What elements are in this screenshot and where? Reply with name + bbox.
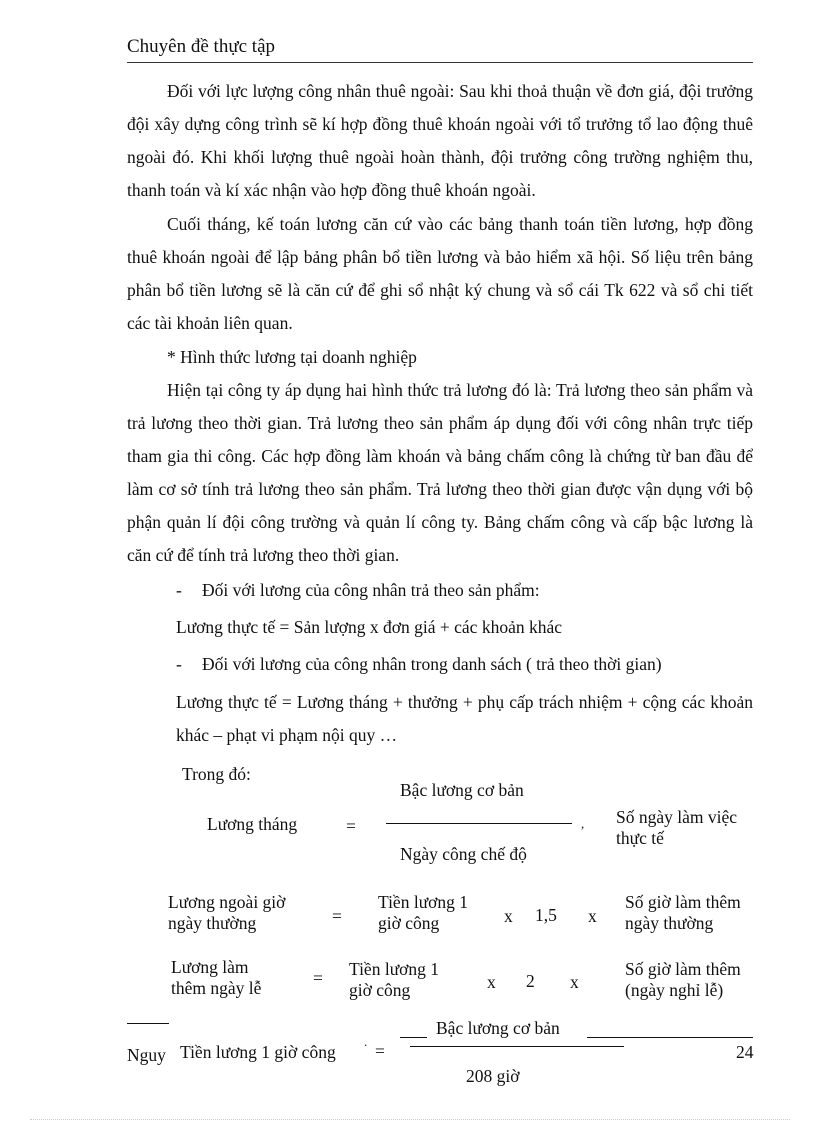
dot-mark: . xyxy=(364,1034,368,1049)
page-edge-divider xyxy=(30,1119,790,1120)
bullet-item-product xyxy=(176,578,540,602)
bullet-item-time-text: Đối với lương của công nhân trong danh sách ( trả theo thời gian) xyxy=(202,654,662,674)
fraction-denominator: 208 giờ xyxy=(466,1066,520,1086)
comma: , xyxy=(581,816,585,831)
ngay-le-lhs: Lương làm thêm ngày lễ xyxy=(171,957,262,998)
page-number: 24 xyxy=(736,1042,754,1062)
fraction-denominator: Ngày công chế độ xyxy=(400,844,527,864)
ngay-le-hours: Số giờ làm thêm (ngày nghỉ lễ) xyxy=(625,959,741,1000)
luong-thang-note: Số ngày làm việc thực tế xyxy=(616,807,738,848)
ngoai-gio-lhs: Lương ngoài giờ ngày thường xyxy=(168,892,286,933)
formula-product-salary: Lương thực tế = Sản lượng x đơn giá + các khoản khác xyxy=(176,617,562,637)
bullet-dash: - xyxy=(176,580,182,600)
footer-rule-left xyxy=(127,1023,169,1024)
formula-intro: Trong đó: xyxy=(182,764,251,784)
equals-sign: = xyxy=(313,968,323,988)
equals-sign: = xyxy=(346,816,356,836)
gio-cong-lhs: Tiền lương 1 giờ công xyxy=(180,1042,336,1062)
paragraph-contract-labor: Đối với lực lượng công nhân thuê ngoài: Sau khi thoả thuận về đơn giá, đội trưởng đội xây dựng công trình sẽ kí hợp đồng thuê khoán ngoài với tổ trưởng tổ lao động thuê ngoài đó. Khi khối lượng thuê ngoài hoàn thành, đội trưởng công trường nghiệm thu, thanh toán và kí xác nhận vào hợp đồng thuê khoán ngoài. xyxy=(127,81,753,200)
fraction-numerator: Bậc lương cơ bản xyxy=(436,1018,560,1038)
equals-sign: = xyxy=(332,906,342,926)
fraction-bar xyxy=(386,823,572,824)
times-sign: x xyxy=(504,906,513,926)
factor-1-5: 1,5 xyxy=(535,905,557,925)
ngoai-gio-hours: Số giờ làm thêm ngày thường xyxy=(625,892,741,933)
times-sign: x xyxy=(570,972,579,992)
paragraph-month-end: Cuối tháng, kế toán lương căn cứ vào các bảng thanh toán tiền lương, hợp đồng thuê khoán ngoài để lập bảng phân bổ tiền lương và bảo hiểm xã hội. Số liệu trên bảng phân bổ tiền lương sẽ là căn cứ để ghi sổ nhật ký chung và sổ cái Tk 622 và sổ chi tiết các tài khoản liên quan. xyxy=(127,214,753,333)
fraction-numerator: Bậc lương cơ bản xyxy=(400,780,524,800)
paragraph-salary-forms: Hiện tại công ty áp dụng hai hình thức trả lương đó là: Trả lương theo sản phẩm và trả lương theo thời gian. Trả lương theo sản phẩm áp dụng đối với công nhân trực tiếp tham gia thi công. Các hợp đồng làm khoán và bảng chấm công là chứng từ ban đầu để làm cơ sở tính trả lương theo sản phẩm. Trả lương theo thời gian được vận dụng với bộ phận quản lí đội công trường và quản lí công ty. Bảng chấm công và cấp bậc lương là căn cứ để tính trả lương theo thời gian. xyxy=(127,380,753,565)
bullet-item-product-text: Đối với lương của công nhân trả theo sản phẩm: xyxy=(202,580,540,600)
times-sign: x xyxy=(487,972,496,992)
bullet-item-time xyxy=(176,652,662,676)
ngay-le-rate: Tiền lương 1 giờ công xyxy=(349,959,440,1000)
fraction-bar xyxy=(410,1046,624,1047)
bullet-dash: - xyxy=(176,654,182,674)
page-header: Chuyên đề thực tập xyxy=(127,34,753,63)
times-sign: x xyxy=(588,906,597,926)
equals-sign: = xyxy=(375,1041,385,1061)
formula-time-salary: Lương thực tế = Lương tháng + thưởng + phụ cấp trách nhiệm + cộng các khoản khác – phạt vi phạm nội quy … xyxy=(176,692,753,745)
factor-2: 2 xyxy=(526,971,535,991)
ngoai-gio-rate: Tiền lương 1 giờ công xyxy=(378,892,469,933)
luong-thang-lhs: Lương tháng xyxy=(207,814,298,834)
footer-rule-mid xyxy=(400,1037,427,1038)
footer-rule-right xyxy=(587,1037,753,1038)
footer-author: Nguy xyxy=(127,1045,166,1065)
section-heading-salary-form: * Hình thức lương tại doanh nghiệp xyxy=(167,347,417,367)
